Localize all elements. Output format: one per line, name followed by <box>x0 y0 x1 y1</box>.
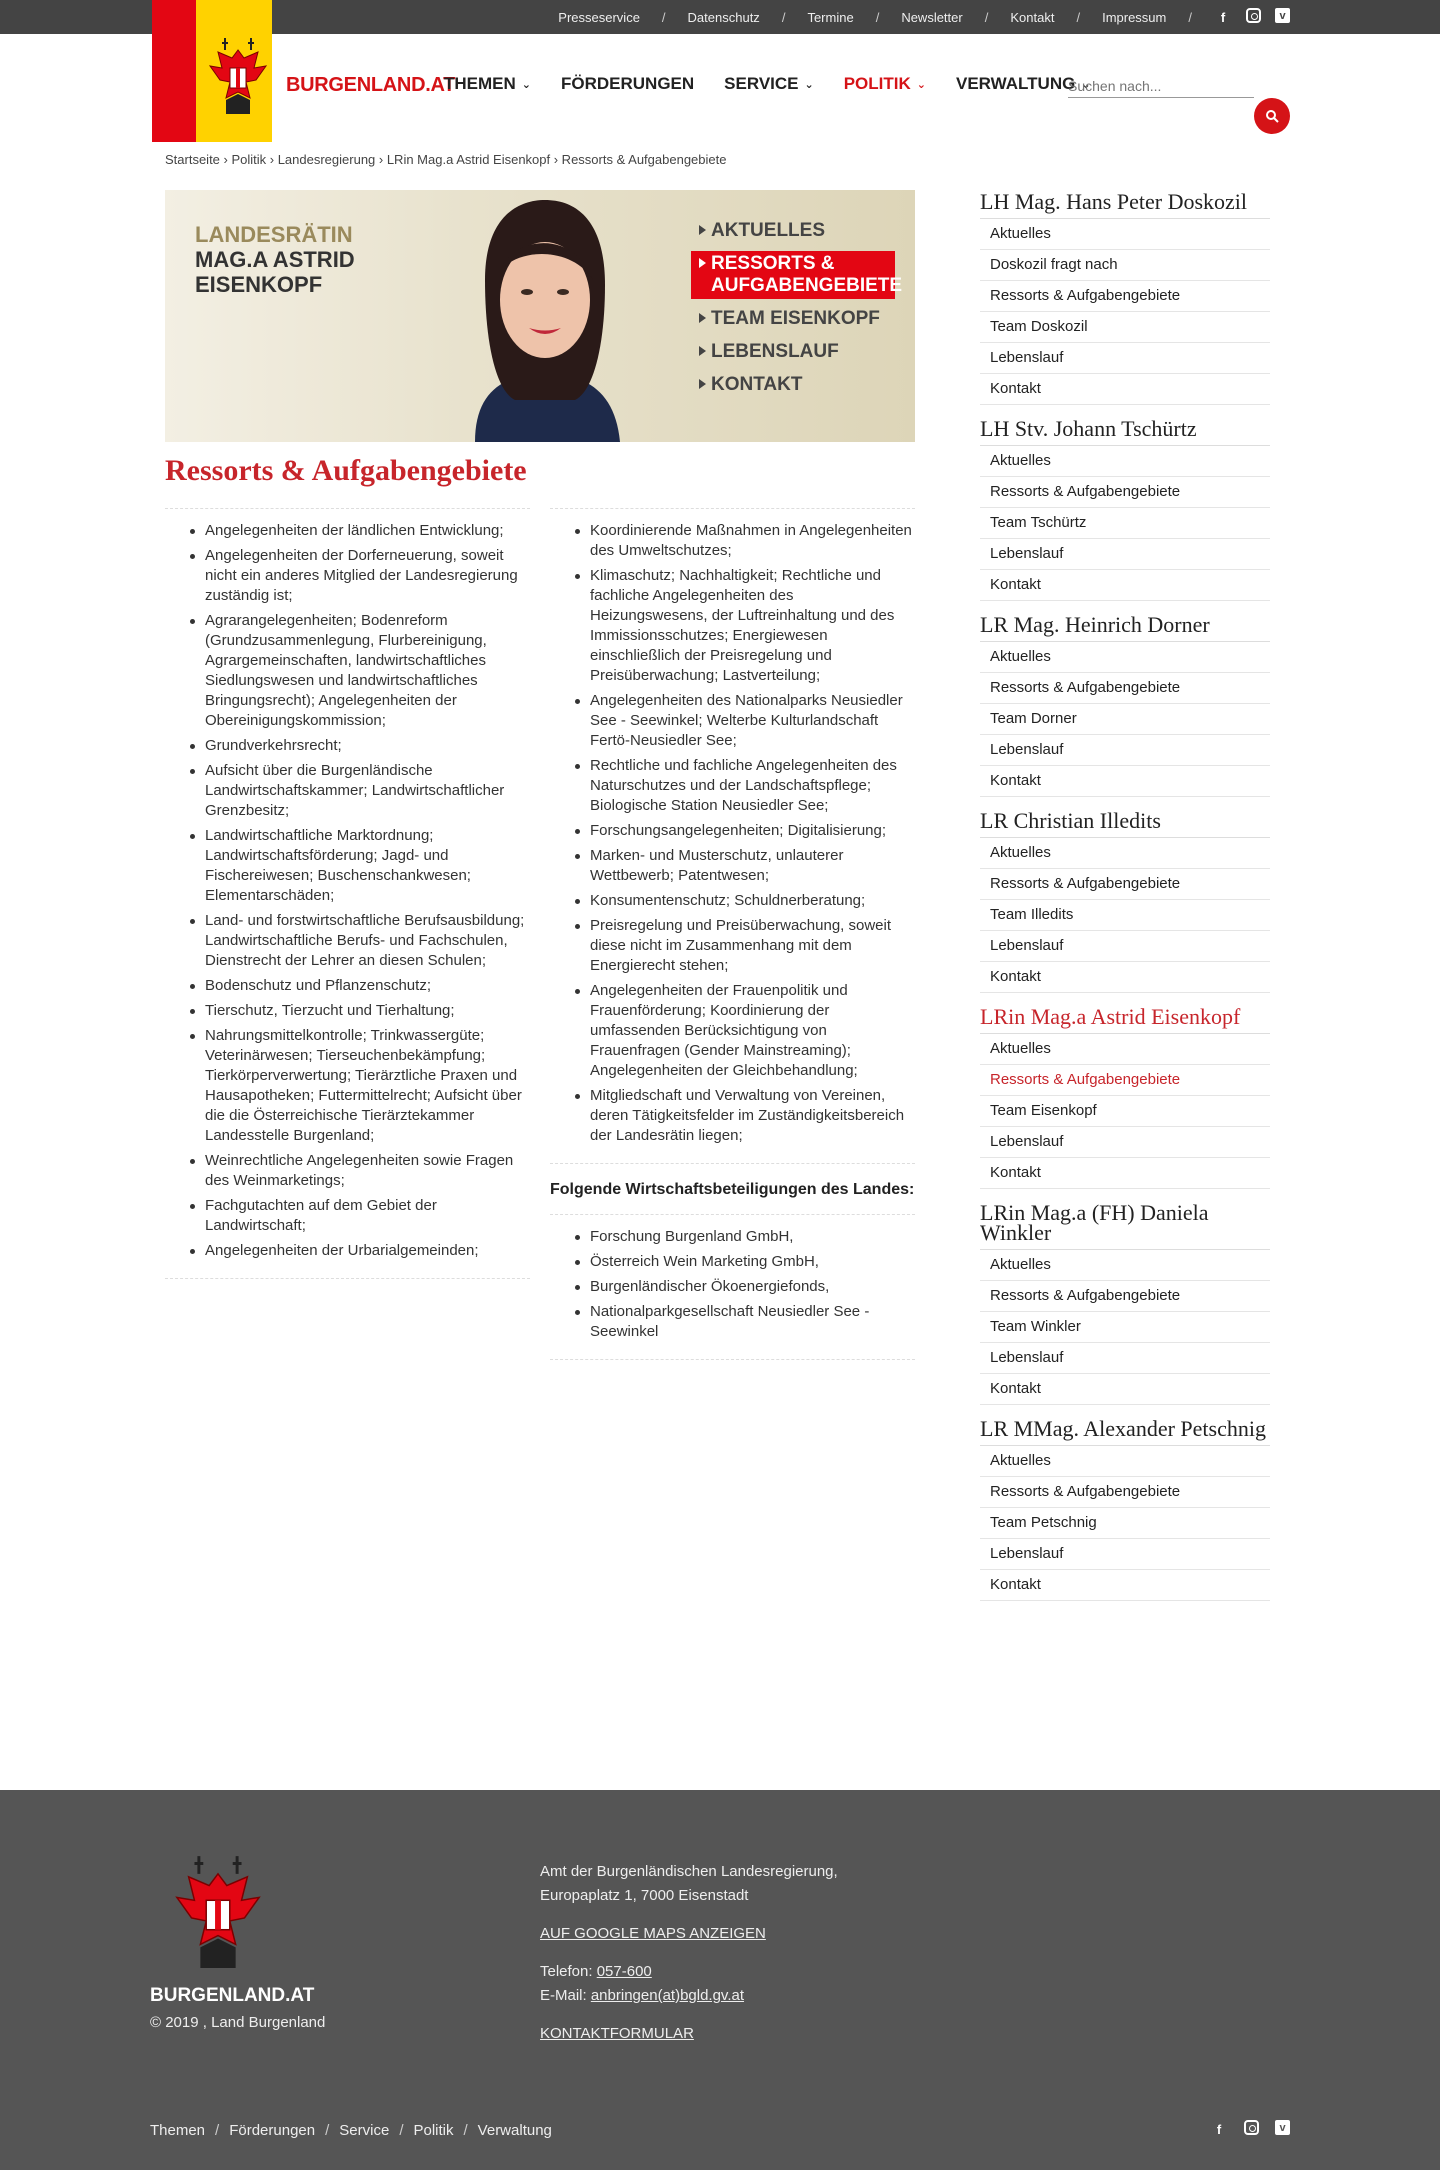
sidebar-link[interactable]: Kontakt <box>980 1374 1270 1405</box>
footer-brand: BURGENLAND.AT <box>150 1985 315 2006</box>
nav-label: POLITIK <box>843 74 911 93</box>
list-item: Angelegenheiten der ländlichen Entwicklung; <box>185 521 530 541</box>
list-item: Grundverkehrsrecht; <box>185 736 530 756</box>
phone-row <box>540 1960 838 1984</box>
utility-link[interactable]: Kontakt <box>1010 9 1055 25</box>
utility-links <box>558 0 1290 34</box>
sidebar-link[interactable]: Lebenslauf <box>980 1343 1270 1374</box>
portrait-image <box>405 190 685 442</box>
list-item: Nationalparkgesellschaft Neusiedler See - Seewinkel <box>570 1302 915 1342</box>
sidebar-link[interactable]: Lebenslauf <box>980 1539 1270 1570</box>
breadcrumb[interactable]: Startseite › Politik › Landesregierung › LRin Mag.a Astrid Eisenkopf › Ressorts & Aufgabengebiete <box>165 152 727 167</box>
sidebar-group <box>980 189 1270 405</box>
sidebar-link[interactable]: Ressorts & Aufgabengebiete <box>980 1065 1270 1096</box>
sidebar-group-title[interactable]: LR Christian Illedits <box>980 811 1270 838</box>
sidebar-link[interactable]: Team Petschnig <box>980 1508 1270 1539</box>
nav-item-themen[interactable] <box>444 74 531 94</box>
utility-link[interactable]: Datenschutz <box>687 9 760 25</box>
separator: / <box>1076 9 1081 25</box>
list-item: Rechtliche und fachliche Angelegenheiten des Naturschutzes und der Landschaftspflege; Biologische Station Neusiedler See; <box>570 756 915 816</box>
coat-of-arms-icon <box>204 38 272 118</box>
site-logo[interactable] <box>152 0 272 142</box>
footer-nav-link[interactable]: Förderungen <box>229 2122 316 2139</box>
separator: / <box>661 9 666 25</box>
separator: / <box>463 2122 468 2139</box>
sidebar-link[interactable]: Lebenslauf <box>980 735 1270 766</box>
sidebar-group <box>980 1200 1270 1405</box>
phone-link[interactable]: 057-600 <box>596 1963 652 1980</box>
sidebar-link[interactable]: Ressorts & Aufgabengebiete <box>980 1281 1270 1312</box>
holdings-list <box>550 1215 915 1359</box>
sidebar-link[interactable]: Aktuelles <box>980 1250 1270 1281</box>
hero-menu-item[interactable]: KONTAKT <box>691 372 895 398</box>
sidebar-link[interactable]: Kontakt <box>980 766 1270 797</box>
footer-address <box>540 1860 838 2046</box>
sidebar-link[interactable]: Kontakt <box>980 1570 1270 1601</box>
sidebar-link[interactable]: Ressorts & Aufgabengebiete <box>980 673 1270 704</box>
footer-social <box>1210 2120 1290 2138</box>
separator: / <box>984 9 989 25</box>
list-item: Konsumentenschutz; Schuldnerberatung; <box>570 891 915 911</box>
sidebar-link[interactable]: Team Tschürtz <box>980 508 1270 539</box>
address-line1: Amt der Burgenländischen Landesregierung, <box>540 1863 838 1880</box>
sidebar-link[interactable]: Ressorts & Aufgabengebiete <box>980 281 1270 312</box>
sidebar-link[interactable]: Kontakt <box>980 1158 1270 1189</box>
sidebar-link[interactable]: Ressorts & Aufgabengebiete <box>980 1477 1270 1508</box>
holdings-heading: Folgende Wirtschaftsbeteiligungen des Landes: <box>550 1164 915 1215</box>
list-item: Forschungsangelegenheiten; Digitalisierung; <box>570 821 915 841</box>
sidebar-link[interactable]: Aktuelles <box>980 1446 1270 1477</box>
social-links <box>1214 8 1290 26</box>
sidebar-link[interactable]: Team Doskozil <box>980 312 1270 343</box>
sidebar-group-title[interactable]: LH Mag. Hans Peter Doskozil <box>980 192 1270 219</box>
coat-of-arms-icon <box>168 1856 268 1974</box>
list-item: Koordinierende Maßnahmen in Angelegenheiten des Umweltschutzes; <box>570 521 915 561</box>
sidebar-link[interactable]: Aktuelles <box>980 642 1270 673</box>
facebook-icon[interactable]: f <box>1220 9 1226 25</box>
list-item: Forschung Burgenland GmbH, <box>570 1227 915 1247</box>
list-item: Klimaschutz; Nachhaltigkeit; Rechtliche und fachliche Angelegenheiten des Heizungswesens, der Luftreinhaltung und des Immissionsschutzes; Energiewesen einschließlich der Preisregelung und Preisüberwachung; Lastverteilung; <box>570 566 915 686</box>
address-line2: Europaplatz 1, 7000 Eisenstadt <box>540 1887 749 1904</box>
footer-nav-link[interactable]: Themen <box>150 2122 206 2139</box>
nav-item-service[interactable] <box>724 74 814 94</box>
sidebar-link[interactable]: Ressorts & Aufgabengebiete <box>980 869 1270 900</box>
sidebar-group-title[interactable]: LR MMag. Alexander Petschnig <box>980 1419 1270 1446</box>
responsibilities-list-2 <box>550 509 915 1163</box>
responsibilities-column-1 <box>165 508 530 1279</box>
sidebar-group <box>980 1004 1270 1189</box>
sidebar-group-title[interactable]: LH Stv. Johann Tschürtz <box>980 419 1270 446</box>
sidebar-link[interactable]: Lebenslauf <box>980 343 1270 374</box>
list-item: Marken- und Musterschutz, unlauterer Wettbewerb; Patentwesen; <box>570 846 915 886</box>
sidebar-link[interactable]: Lebenslauf <box>980 539 1270 570</box>
list-item: Angelegenheiten der Urbarialgemeinden; <box>185 1241 530 1261</box>
separator: / <box>1188 9 1192 25</box>
sidebar-link[interactable]: Kontakt <box>980 374 1270 405</box>
nav-label: FÖRDERUNGEN <box>561 74 695 93</box>
facebook-icon[interactable]: f <box>1216 2121 1222 2137</box>
sidebar-link[interactable]: Ressorts & Aufgabengebiete <box>980 477 1270 508</box>
hero-menu-item[interactable]: AKTUELLES <box>691 218 895 244</box>
hero-title <box>195 222 355 297</box>
footer-navigation <box>150 2122 552 2139</box>
email-label: E-Mail: <box>540 1987 591 2004</box>
hero-banner <box>165 190 915 442</box>
sidebar-link[interactable]: Lebenslauf <box>980 1127 1270 1158</box>
separator: / <box>875 9 880 25</box>
separator: / <box>781 9 786 25</box>
list-item: Tierschutz, Tierzucht und Tierhaltung; <box>185 1001 530 1021</box>
footer-nav-link[interactable]: Verwaltung <box>477 2122 552 2139</box>
list-item: Angelegenheiten der Dorferneuerung, soweit nicht ein anderes Mitglied der Landesregierung zuständig ist; <box>185 546 530 606</box>
separator: / <box>215 2122 220 2139</box>
sidebar-link[interactable]: Kontakt <box>980 570 1270 601</box>
search-icon <box>1265 109 1279 123</box>
nav-item-politik[interactable] <box>844 74 926 94</box>
utility-link[interactable]: Termine <box>807 9 854 25</box>
footer-copyright: © 2019 , Land Burgenland <box>150 2014 326 2031</box>
utility-link[interactable]: Presseservice <box>558 9 640 25</box>
vimeo-icon[interactable]: v <box>1275 2120 1290 2135</box>
list-item: Land- und forstwirtschaftliche Berufsausbildung; Landwirtschaftliche Berufs- und Fachschulen, Dienstrecht der Lehrer an diesen Schulen; <box>185 911 530 971</box>
chevron-down-icon: ⌄ <box>804 78 814 91</box>
hero-menu <box>691 218 903 405</box>
list-item: Fachgutachten auf dem Gebiet der Landwirtschaft; <box>185 1196 530 1236</box>
search-input[interactable] <box>1068 70 1254 98</box>
sidebar-link[interactable]: Kontakt <box>980 962 1270 993</box>
sidebar-link[interactable]: Aktuelles <box>980 1034 1270 1065</box>
responsibilities-list-1 <box>165 509 530 1278</box>
separator: / <box>399 2122 404 2139</box>
separator: / <box>325 2122 330 2139</box>
hero-title-line1: LANDESRÄTIN <box>195 222 353 247</box>
site-footer <box>0 1790 1440 2170</box>
sidebar-group <box>980 416 1270 601</box>
sidebar-group-title[interactable]: LR Mag. Heinrich Dorner <box>980 615 1270 642</box>
sidebar-link[interactable]: Team Illedits <box>980 900 1270 931</box>
list-item: Preisregelung und Preisüberwachung, soweit diese nicht im Zusammenhang mit dem Energierecht stehen; <box>570 916 915 976</box>
list-item: Bodenschutz und Pflanzenschutz; <box>185 976 530 996</box>
sidebar-link[interactable]: Team Eisenkopf <box>980 1096 1270 1127</box>
chevron-down-icon: ⌄ <box>521 78 531 91</box>
sidebar-group <box>980 612 1270 797</box>
sidebar-group <box>980 808 1270 993</box>
sidebar-group-title[interactable]: LRin Mag.a Astrid Eisenkopf <box>980 1007 1270 1034</box>
hero-title-line3: EISENKOPF <box>195 272 323 297</box>
brand-name[interactable]: BURGENLAND.AT <box>286 74 456 96</box>
list-item: Österreich Wein Marketing GmbH, <box>570 1252 915 1272</box>
hero-menu-item[interactable]: LEBENSLAUF <box>691 339 895 365</box>
hero-menu-item[interactable]: RESSORTS & AUFGABENGEBIETE <box>691 251 895 299</box>
nav-label: VERWALTUNG <box>956 74 1076 93</box>
hero-title-line2: MAG.A ASTRID <box>195 247 355 272</box>
list-item: Mitgliedschaft und Verwaltung von Vereinen, deren Tätigkeitsfelder im Zuständigkeitsbereich der Landesrätin liegen; <box>570 1086 915 1146</box>
maps-link[interactable]: AUF GOOGLE MAPS ANZEIGEN <box>540 1925 766 1942</box>
sidebar-group-title[interactable]: LRin Mag.a (FH) Daniela Winkler <box>980 1203 1270 1250</box>
sidebar-link[interactable]: Aktuelles <box>980 219 1270 250</box>
instagram-icon[interactable] <box>1244 2120 1259 2135</box>
sidebar-link[interactable]: Doskozil fragt nach <box>980 250 1270 281</box>
responsibilities-column-2 <box>550 508 915 1360</box>
list-item: Landwirtschaftliche Marktordnung; Landwirtschaftsförderung; Jagd- und Fischereiwesen; Buschenschankwesen; Elementarschäden; <box>185 826 530 906</box>
sidebar-link[interactable]: Aktuelles <box>980 446 1270 477</box>
search-button[interactable] <box>1254 98 1290 134</box>
email-row <box>540 1984 838 2008</box>
sidebar-group <box>980 1416 1270 1601</box>
site-header <box>0 34 1440 129</box>
list-item: Burgenländischer Ökoenergiefonds, <box>570 1277 915 1297</box>
instagram-icon[interactable] <box>1246 8 1261 23</box>
nav-label: THEMEN <box>444 74 516 93</box>
sidebar-link[interactable]: Aktuelles <box>980 838 1270 869</box>
sidebar-link[interactable]: Team Winkler <box>980 1312 1270 1343</box>
chevron-down-icon: ⌄ <box>916 78 926 91</box>
chevron-down-icon: ⌄ <box>1081 78 1091 91</box>
footer-nav-link[interactable]: Politik <box>413 2122 454 2139</box>
sidebar-link[interactable]: Lebenslauf <box>980 931 1270 962</box>
list-item: Weinrechtliche Angelegenheiten sowie Fragen des Weinmarketings; <box>185 1151 530 1191</box>
utility-link[interactable]: Newsletter <box>901 9 963 25</box>
sidebar-link[interactable]: Team Dorner <box>980 704 1270 735</box>
contact-form-link[interactable]: KONTAKTFORMULAR <box>540 2025 694 2042</box>
email-link[interactable]: anbringen(at)bgld.gv.at <box>590 1987 745 2004</box>
main-navigation <box>444 74 1091 94</box>
footer-nav-link[interactable]: Service <box>339 2122 390 2139</box>
hero-menu-item[interactable]: TEAM EISENKOPF <box>691 306 895 332</box>
list-item: Angelegenheiten der Frauenpolitik und Frauenförderung; Koordinierung der umfassenden Berücksichtigung von Frauenfragen (Gender Mainstreaming); Angelegenheiten der Gleichbehandlung; <box>570 981 915 1081</box>
list-item: Nahrungsmittelkontrolle; Trinkwassergüte; Veterinärwesen; Tierseuchenbekämpfung; Tierkörperverwertung; Tierärztliche Praxen und Hausapotheken; Futtermittelrecht; Aufsicht über die die Österreichische Tierärztekammer Landesstelle Burgenland; <box>185 1026 530 1146</box>
utility-link[interactable]: Impressum <box>1102 9 1167 25</box>
list-item: Angelegenheiten des Nationalparks Neusiedler See - Seewinkel; Welterbe Kulturlandschaft Fertö-Neusiedler See; <box>570 691 915 751</box>
nav-item-förderungen[interactable] <box>561 74 694 94</box>
list-item: Agrarangelegenheiten; Bodenreform (Grundzusammenlegung, Flurbereinigung, Agrargemeinschaften, landwirtschaftliches Siedlungswesen und landwirtschaftliches Bringungsrecht); Angelegenheiten der Obereinigungskommission; <box>185 611 530 731</box>
phone-label: Telefon: <box>540 1963 597 1980</box>
page-title: Ressorts & Aufgabengebiete <box>165 454 527 487</box>
list-item: Aufsicht über die Burgenländische Landwirtschaftskammer; Landwirtschaftlicher Grenzbesitz; <box>185 761 530 821</box>
nav-label: SERVICE <box>724 74 799 93</box>
vimeo-icon[interactable]: v <box>1275 8 1290 23</box>
government-sidebar <box>980 189 1270 1615</box>
